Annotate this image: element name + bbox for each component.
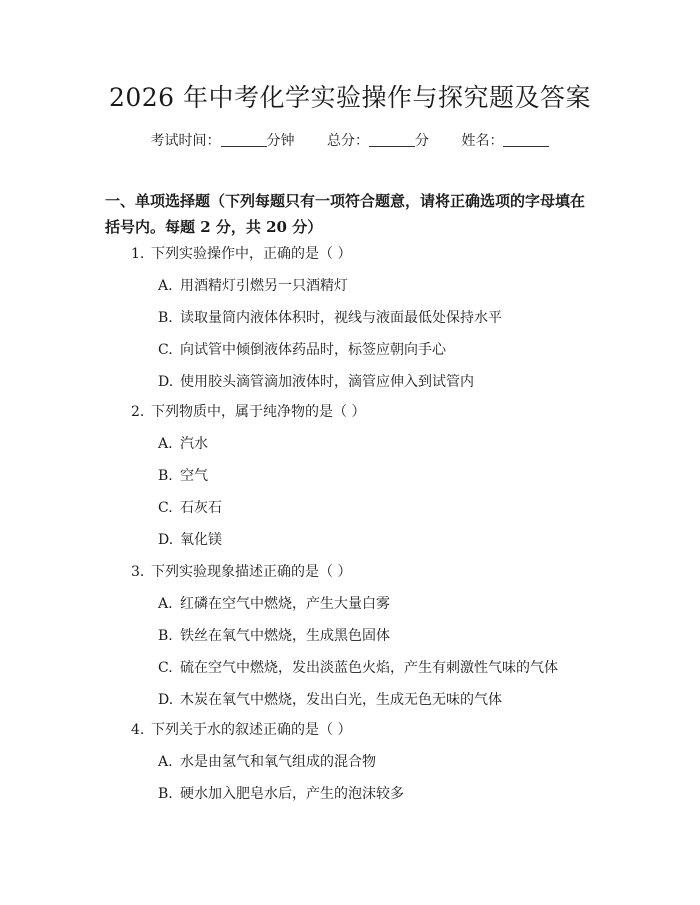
exam-score	[327, 133, 429, 149]
time-label: 考试时间：	[150, 133, 221, 149]
exam-time	[151, 133, 295, 149]
option-4a	[158, 752, 376, 772]
option-3b	[158, 626, 390, 646]
option-1b	[158, 308, 502, 328]
option-text: 用酒精灯引燃另一只酒精灯	[180, 278, 348, 294]
option-text: 水是由氢气和氧气组成的混合物	[180, 754, 376, 770]
name-blank[interactable]	[503, 132, 549, 147]
option-2d	[158, 530, 222, 550]
question-number: 3.	[131, 564, 145, 580]
question-4	[131, 720, 351, 740]
option-text: 硬水加入肥皂水后，产生的泡沫较多	[180, 786, 404, 802]
option-3d	[158, 690, 502, 710]
score-blank[interactable]	[369, 132, 415, 147]
option-text: 铁丝在氧气中燃烧，生成黑色固体	[180, 628, 390, 644]
question-text: 下列关于水的叙述正确的是（ ）	[151, 722, 352, 738]
time-unit: 分钟	[266, 133, 295, 149]
question-2	[131, 402, 365, 422]
page-title: 2026 年中考化学实验操作与探究题及答案	[108, 83, 592, 112]
option-3a	[158, 594, 390, 614]
score-label: 总分：	[327, 133, 369, 149]
option-text: 氧化镁	[180, 532, 222, 548]
option-letter: A.	[158, 436, 173, 452]
question-number: 1.	[131, 246, 145, 262]
question-3	[131, 562, 351, 582]
option-3c	[158, 658, 558, 678]
option-letter: C.	[158, 500, 173, 516]
option-text: 空气	[180, 468, 208, 484]
option-2a	[158, 434, 208, 454]
option-1a	[158, 276, 348, 296]
option-letter: B.	[158, 628, 173, 644]
option-2b	[158, 466, 208, 486]
question-text: 下列实验现象描述正确的是（ ）	[151, 564, 352, 580]
option-letter: C.	[158, 660, 173, 676]
option-letter: B.	[158, 310, 173, 326]
option-1c	[158, 340, 446, 360]
option-text: 向试管中倾倒液体药品时，标签应朝向手心	[180, 342, 446, 358]
option-letter: B.	[158, 786, 173, 802]
question-1	[131, 244, 351, 264]
option-text: 使用胶头滴管滴加液体时，滴管应伸入到试管内	[180, 374, 474, 390]
option-letter: D.	[158, 374, 174, 390]
exam-meta	[0, 131, 700, 151]
option-text: 红磷在空气中燃烧，产生大量白雾	[180, 596, 390, 612]
name-label: 姓名：	[461, 133, 504, 149]
time-blank[interactable]	[221, 132, 267, 147]
score-unit: 分	[415, 133, 429, 149]
option-4b	[158, 784, 404, 804]
question-number: 4.	[131, 722, 145, 738]
option-2c	[158, 498, 222, 518]
option-letter: A.	[158, 754, 173, 770]
option-text: 石灰石	[180, 500, 222, 516]
exam-name	[461, 133, 549, 149]
option-text: 木炭在氧气中燃烧，发出白光，生成无色无味的气体	[180, 692, 502, 708]
option-letter: C.	[158, 342, 173, 358]
option-text: 硫在空气中燃烧，发出淡蓝色火焰，产生有刺激性气味的气体	[180, 660, 558, 676]
option-text: 读取量筒内液体体积时，视线与液面最低处保持水平	[180, 310, 502, 326]
option-letter: D.	[158, 532, 174, 548]
question-text: 下列实验操作中，正确的是（ ）	[151, 246, 352, 262]
option-letter: A.	[158, 596, 173, 612]
option-letter: D.	[158, 692, 174, 708]
option-letter: A.	[158, 278, 173, 294]
option-text: 汽水	[180, 436, 208, 452]
option-letter: B.	[158, 468, 173, 484]
question-text: 下列物质中，属于纯净物的是（ ）	[151, 404, 366, 420]
option-1d	[158, 372, 474, 392]
question-number: 2.	[131, 404, 145, 420]
section-heading: 一、单项选择题（下列每题只有一项符合题意，请将正确选项的字母填在括号内。每题 2 分，共 20 分）	[105, 192, 586, 236]
